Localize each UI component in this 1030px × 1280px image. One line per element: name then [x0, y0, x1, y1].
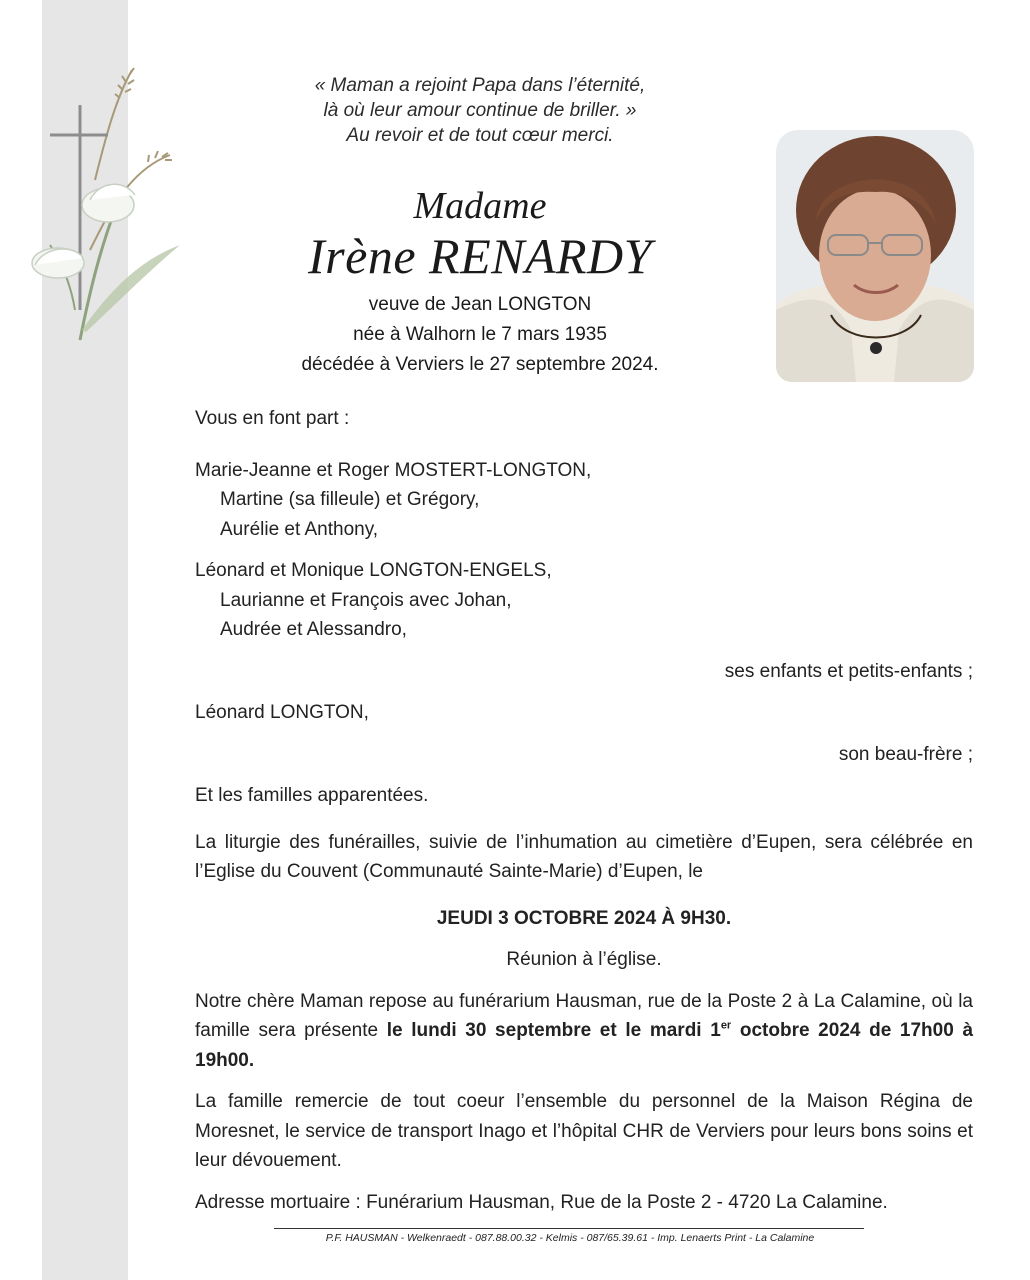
family-line: Léonard et Monique LONGTON-ENGELS,	[195, 560, 552, 581]
funeral-date: JEUDI 3 OCTOBRE 2024 À 9H30.	[436, 907, 732, 929]
announcement-body	[195, 404, 973, 1217]
funeral-text: La liturgie des funérailles, suivie de l’inhumation au cimetière d’Eupen, sera célébrée en l’Eglise du Couvent (Communauté Sainte-Marie) d’Eupen, le	[195, 831, 973, 882]
meeting-text: Réunion à l’église.	[506, 949, 662, 970]
footer-text: P.F. HAUSMAN - Welkenraedt - 087.88.00.32 - Kelmis - 087/65.39.61 - Imp. Lenaerts Print - La Calamine	[325, 1232, 815, 1244]
portrait-photo	[776, 130, 974, 382]
intro-text: Vous en font part :	[195, 408, 350, 429]
family-group	[195, 556, 973, 645]
visitation-intro: Notre chère Maman repose au funérarium Hausman, rue de la Poste 2 à La Calamine, où la famille sera présente	[195, 990, 973, 1041]
family-line: Martine (sa filleule) et Grégory,	[220, 489, 480, 510]
visitation-text	[195, 987, 973, 1076]
quote-line: Au revoir et de tout cœur merci.	[346, 125, 614, 146]
footer-divider	[274, 1228, 864, 1229]
families-text: Et les familles apparentées.	[195, 785, 429, 806]
death-info: décédée à Verviers le 27 septembre 2024.	[301, 354, 659, 375]
children-role: ses enfants et petits-enfants ;	[724, 660, 973, 682]
wheat-icon	[90, 68, 172, 250]
memorial-quote	[240, 73, 720, 148]
visitation-day-suffix: er	[720, 1019, 732, 1032]
lily-icon	[32, 184, 180, 340]
family-line: Aurélie et Anthony,	[220, 518, 379, 540]
family-line: Marie-Jeanne et Roger MOSTERT-LONGTON,	[195, 459, 592, 481]
cross-lily-decoration	[20, 60, 190, 350]
quote-line: là où leur amour continue de briller. »	[323, 100, 637, 121]
family-line: Laurianne et François avec Johan,	[220, 589, 512, 611]
deceased-name: Irène RENARDY	[308, 228, 652, 284]
brother-in-law-role: son beau-frère ;	[838, 743, 973, 765]
visitation-dates: le lundi 30 septembre et le mardi	[386, 1020, 702, 1041]
address-text: Adresse mortuaire : Funérarium Hausman, Rue de la Poste 2 - 4720 La Calamine.	[195, 1191, 888, 1213]
brother-in-law: Léonard LONGTON,	[195, 702, 369, 723]
quote-line: « Maman a rejoint Papa dans l’éternité,	[314, 75, 646, 96]
visitation-day: 1	[710, 1020, 721, 1041]
family-group	[195, 456, 973, 545]
visitation-hours: octobre 2024 de 17h00 à 19h00.	[195, 1020, 974, 1071]
deceased-details	[230, 290, 730, 380]
thanks-text: La famille remercie de tout coeur l’ensemble du personnel de la Maison Régina de Moresnet, le service de transport Inago et l’hôpital CHR de Verviers pour leurs bons soins et leur dévouement.	[195, 1091, 973, 1171]
widow-of: veuve de Jean LONGTON	[368, 294, 592, 315]
family-line: Audrée et Alessandro,	[220, 619, 407, 640]
honorific: Madame	[413, 185, 547, 227]
birth-info: née à Walhorn le 7 mars 1935	[353, 324, 607, 345]
